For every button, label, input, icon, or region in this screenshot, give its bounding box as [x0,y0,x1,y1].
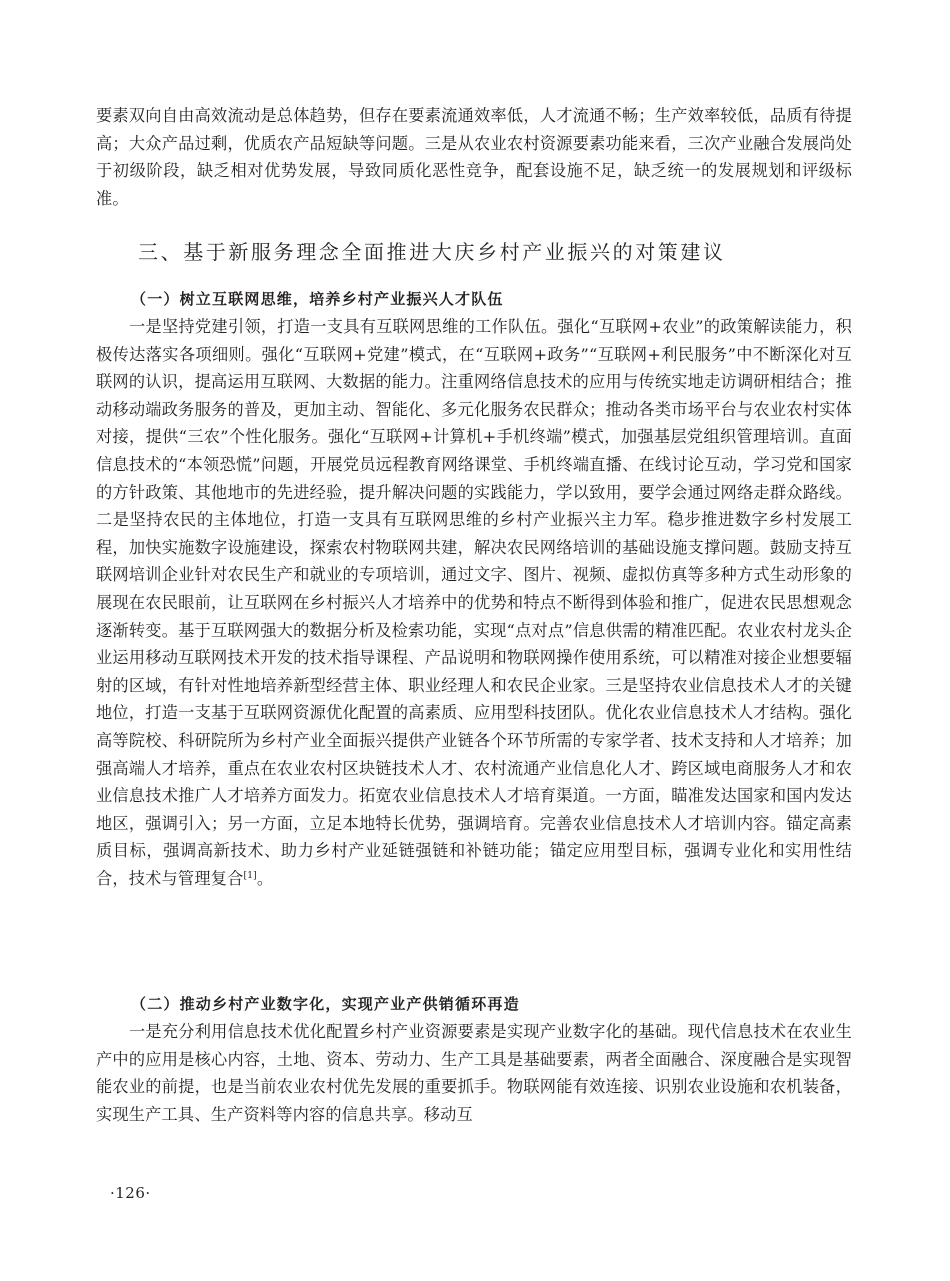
paragraph-text: 一是坚持党建引领，打造一支具有互联网思维的工作队伍。强化“互联网+农业”的政策解读能力，积极传达落实各项细则。强化“互联网+党建”模式，在“互联网+政务”“互联网+利民服务”中不断深化对互联网的认识，提高运用互联网、大数据的能力。注重网络信息技术的应用与传统实地走访调研相结合；推动移动端政务服务的普及，更加主动、智能化、多元化服务农民群众；推动各类市场平台与农业农村实体对接，提供“三农”个性化服务。强化“互联网+计算机+手机终端”模式，加强基层党组织管理培训。直面信息技术的“本领恐慌”问题，开展党员远程教育网络课堂、手机终端直播、在线讨论互动，学习党和国家的方针政策、其他地市的先进经验，提升解决问题的实践能力，学以致用，要学会通过网络走群众路线。二是坚持农民的主体地位，打造一支具有互联网思维的乡村产业振兴主力军。稳步推进数字乡村发展工程，加快实施数字设施建设，探索农村物联网共建，解决农民网络培训的基础设施支撑问题。鼓励支持互联网培训企业针对农民生产和就业的专项培训，通过文字、图片、视频、虚拟仿真等多种方式生动形象的展现在农民眼前，让互联网在乡村振兴人才培养中的优势和特点不断得到体验和推广，促进农民思想观念逐渐转变。基于互联网强大的数据分析及检索功能，实现“点对点”信息供需的精准匹配。农业农村龙头企业运用移动互联网技术开发的技术指导课程、产品说明和物联网操作使用系统，可以精准对接企业想要辐射的区域，有针对性地培养新型经营主体、职业经理人和农民企业家。三是坚持农业信息技术人才的关键地位，打造一支基于互联网资源优化配置的高素质、应用型科技团队。优化农业信息技术人才结构。强化高等院校、科研院所为乡村产业全面振兴提供产业链各个环节所需的专家学者、技术支持和人才培养；加强高端人才培养，重点在农业农村区块链技术人才、农村流通产业信息化人才、跨区域电商服务人才和农业信息技术推广人才培养方面发力。拓宽农业信息技术人才培育渠道。一方面，瞄准发达国家和国内发达地区，强调引入；另一方面，立足本地特长优势，强调培育。完善农业信息技术人才培训内容。锚定高素质目标，强调高新技术、助力乡村产业延链强链和补链功能；锚定应用型目标，强调专业化和实用性结合，技术与管理复合 [96,317,852,888]
subsection-heading: （二）推动乡村产业数字化，实现产业产供销循环再造 [131,995,520,1013]
subsection-heading: （一）树立互联网思维，培养乡村产业振兴人才队伍 [131,290,504,308]
body-paragraph: 一是充分利用信息技术优化配置乡村产业资源要素是实现产业数字化的基础。现代信息技术在农业生产中的应用是核心内容，土地、资本、劳动力、生产工具是基础要素，两者全面融合、深度融合是实现智能农业的前提，也是当前农业农村优先发展的重要抓手。物联网能有效连接、识别农业设施和农机装备，实现生产工具、生产资料等内容的信息共享。移动互 [96,1022,852,1124]
document-page [96,0,852,1281]
page-number: ·126· [110,1184,151,1202]
intro-paragraph: 要素双向自由高效流动是总体趋势，但存在要素流通效率低，人才流通不畅；生产效率较低，品质有待提高；大众产品过剩，优质农产品短缺等问题。三是从农业农村资源要素功能来看，三次产业融合发展尚处于初级阶段，缺乏相对优势发展，导致同质化恶性竞争，配套设施不足，缺乏统一的发展规划和评级标准。 [96,106,852,208]
section-heading: 三、基于新服务理念全面推进大庆乡村产业振兴的对策建议 [138,240,726,264]
paragraph-end: 。 [256,868,274,888]
citation-marker: [1] [243,870,257,881]
body-paragraph [96,313,852,892]
